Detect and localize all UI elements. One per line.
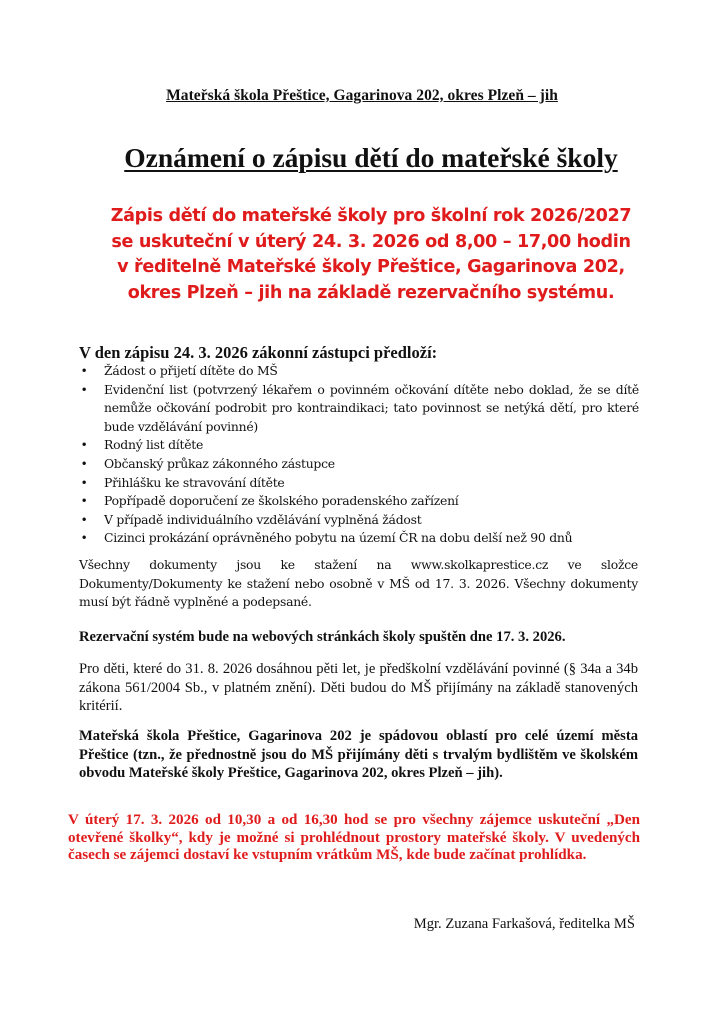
enrollment-highlight bbox=[0, 204, 724, 306]
bullet-icon: • bbox=[80, 494, 88, 509]
list-item-text: Cizinci prokázání oprávněného pobytu na území ČR na dobu delší než 90 dnů bbox=[104, 530, 573, 546]
list-item bbox=[79, 474, 639, 493]
page-title: Oznámení o zápisu dětí do mateřské školy bbox=[124, 142, 618, 173]
list-item bbox=[79, 511, 639, 530]
list-item-text: Přihlášku ke stravování dítěte bbox=[104, 474, 285, 490]
list-item-text: V případě individuálního vzdělávání vyplněná žádost bbox=[104, 511, 422, 527]
bullet-icon: • bbox=[80, 456, 88, 471]
open-day-paragraph: V úterý 17. 3. 2026 od 10,30 a od 16,30 hod se pro všechny zájemce uskuteční „Den otevřené školky“, kdy je možné si prohlédnout prostory mateřské školy. V uvedených časech se zájemci dostaví ke vstupním vrátkům MŠ, kde bude začínat prohlídka. bbox=[68, 812, 640, 863]
required-docs-list bbox=[79, 362, 639, 548]
list-item bbox=[79, 529, 639, 548]
list-item-text: Rodný list dítěte bbox=[104, 437, 204, 453]
list-item bbox=[79, 436, 639, 455]
highlight-line: okres Plzeň – jih na základě rezervačního systému. bbox=[127, 282, 615, 303]
list-item-text: Evidenční list (potvrzený lékařem o povinném očkování dítěte nebo doklad, že se dítě nemůže očkování podrobit pro kontraindikaci; tato povinnost se netýká dětí, pro které bude vzdělávání povinné) bbox=[104, 381, 639, 434]
highlight-line: se uskuteční v úterý 24. 3. 2026 od 8,00 – 17,00 hodin bbox=[111, 231, 631, 252]
list-item bbox=[79, 455, 639, 474]
school-header: Mateřská škola Přeštice, Gagarinova 202, okres Plzeň – jih bbox=[166, 87, 558, 104]
list-item bbox=[79, 492, 639, 511]
list-item-text: Žádost o přijetí dítěte do MŠ bbox=[104, 363, 278, 378]
bullet-icon: • bbox=[80, 531, 88, 546]
signature: Mgr. Zuzana Farkašová, ředitelka MŠ bbox=[413, 916, 635, 932]
bullet-icon: • bbox=[80, 382, 88, 397]
preschool-mandatory-paragraph: Pro děti, které do 31. 8. 2026 dosáhnou pěti let, je předškolní vzdělávání povinné (§ 34a a 34b zákona 561/2004 Sb., v platném znění). Děti budou do MŠ přijímány na základě stanovených kritérií. bbox=[79, 661, 638, 715]
list-item bbox=[79, 381, 639, 437]
highlight-line: Zápis dětí do mateřské školy pro školní rok 2026/2027 bbox=[110, 206, 632, 226]
highlight-line: v ředitelně Mateřské školy Přeštice, Gagarinova 202, bbox=[117, 257, 625, 277]
reservation-system-paragraph: Rezervační systém bude na webových stránkách školy spuštěn dne 17. 3. 2026. bbox=[79, 629, 566, 645]
list-item-text: Občanský průkaz zákonného zástupce bbox=[104, 455, 335, 471]
required-docs-heading: V den zápisu 24. 3. 2026 zákonní zástupci předloží: bbox=[79, 343, 438, 362]
list-item bbox=[79, 362, 639, 381]
catchment-area-paragraph: Mateřská škola Přeštice, Gagarinova 202 je spádovou oblastí pro celé území města Přeštice (tzn., že přednostně jsou do MŠ přijímány děti s trvalým bydlištěm ve školském obvodu Mateřské školy Přeštice, Gagarinova 202, okres Plzeň – jih). bbox=[79, 728, 638, 782]
list-item-text: Popřípadě doporučení ze školského poradenského zařízení bbox=[104, 493, 459, 509]
bullet-icon: • bbox=[80, 438, 88, 453]
bullet-icon: • bbox=[80, 512, 88, 527]
bullet-icon: • bbox=[80, 364, 88, 378]
documents-download-paragraph: Všechny dokumenty jsou ke stažení na www.skolkaprestice.cz ve složce Dokumenty/Dokumenty ke stažení nebo osobně v MŠ od 17. 3. 2026. Všechny dokumenty musí být řádně vyplněné a podepsané. bbox=[79, 557, 638, 610]
bullet-icon: • bbox=[80, 475, 88, 490]
